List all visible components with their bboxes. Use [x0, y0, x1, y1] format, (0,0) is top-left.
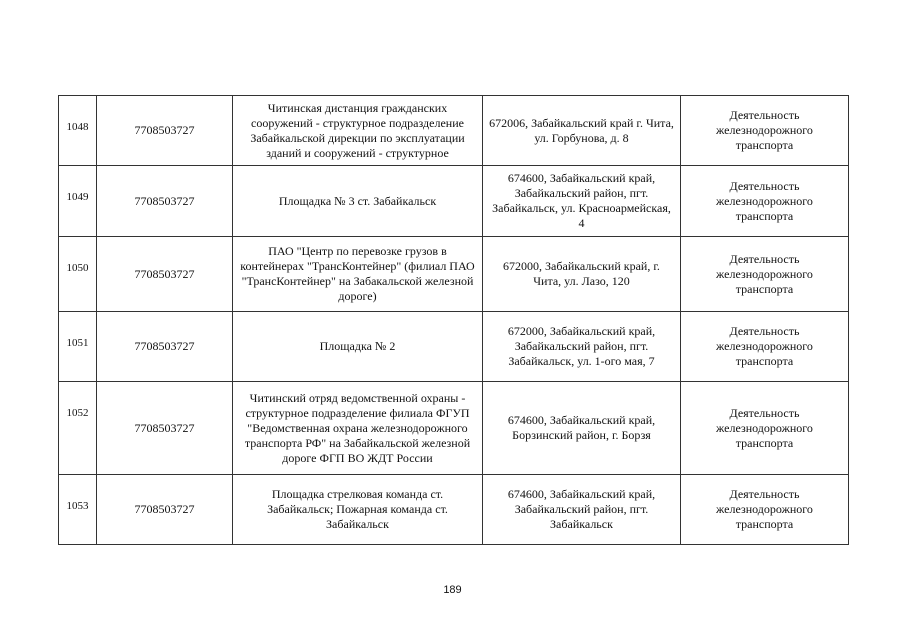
inn-cell: 7708503727 — [97, 382, 233, 475]
row-number: 1051 — [59, 312, 97, 382]
table-row — [59, 312, 849, 382]
organization-name-cell: Читинский отряд ведомственной охраны - структурное подразделение филиала ФГУП "Ведомственная охрана железнодорожного транспорта РФ" на Забайкальской железной дороге ФГП ВО ЖДТ России — [233, 382, 483, 475]
activity-cell: Деятельность железнодорожного транспорта — [681, 96, 849, 166]
row-number: 1052 — [59, 382, 97, 475]
activity-cell: Деятельность железнодорожного транспорта — [681, 475, 849, 545]
address-cell: 674600, Забайкальский край, Забайкальский район, пгт. Забайкальск, ул. Красноармейская, 4 — [483, 166, 681, 237]
activity-cell: Деятельность железнодорожного транспорта — [681, 166, 849, 237]
table-row — [59, 475, 849, 545]
inn-cell: 7708503727 — [97, 475, 233, 545]
organization-name-cell: Площадка № 3 ст. Забайкальск — [233, 166, 483, 237]
row-number: 1049 — [59, 166, 97, 237]
address-cell: 672000, Забайкальский край, г. Чита, ул. Лазо, 120 — [483, 237, 681, 312]
activity-cell: Деятельность железнодорожного транспорта — [681, 382, 849, 475]
organization-name-cell: Площадка стрелковая команда ст. Забайкальск; Пожарная команда ст. Забайкальск — [233, 475, 483, 545]
address-cell: 674600, Забайкальский край, Забайкальский район, пгт. Забайкальск — [483, 475, 681, 545]
registry-table — [58, 95, 849, 545]
inn-cell: 7708503727 — [97, 96, 233, 166]
page-number: 189 — [443, 584, 462, 596]
row-number: 1050 — [59, 237, 97, 312]
table-row — [59, 237, 849, 312]
organization-name-cell: Читинская дистанция гражданских сооружений - структурное подразделение Забайкальской дирекции по эксплуатации зданий и сооружений - структурное — [233, 96, 483, 166]
inn-cell: 7708503727 — [97, 312, 233, 382]
activity-cell: Деятельность железнодорожного транспорта — [681, 237, 849, 312]
row-number: 1048 — [59, 96, 97, 166]
table-row — [59, 166, 849, 237]
organization-name-cell: Площадка № 2 — [233, 312, 483, 382]
organization-name-cell: ПАО "Центр по перевозке грузов в контейнерах "ТрансКонтейнер" (филиал ПАО "ТрансКонтейнер" на Забакальской железной дороге) — [233, 237, 483, 312]
address-cell: 672000, Забайкальский край, Забайкальский район, пгт. Забайкальск, ул. 1-ого мая, 7 — [483, 312, 681, 382]
address-cell: 672006, Забайкальский край г. Чита, ул. Горбунова, д. 8 — [483, 96, 681, 166]
inn-cell: 7708503727 — [97, 237, 233, 312]
inn-cell: 7708503727 — [97, 166, 233, 237]
address-cell: 674600, Забайкальский край, Борзинский район, г. Борзя — [483, 382, 681, 475]
activity-cell: Деятельность железнодорожного транспорта — [681, 312, 849, 382]
row-number: 1053 — [59, 475, 97, 545]
table-row — [59, 382, 849, 475]
table-row — [59, 96, 849, 166]
